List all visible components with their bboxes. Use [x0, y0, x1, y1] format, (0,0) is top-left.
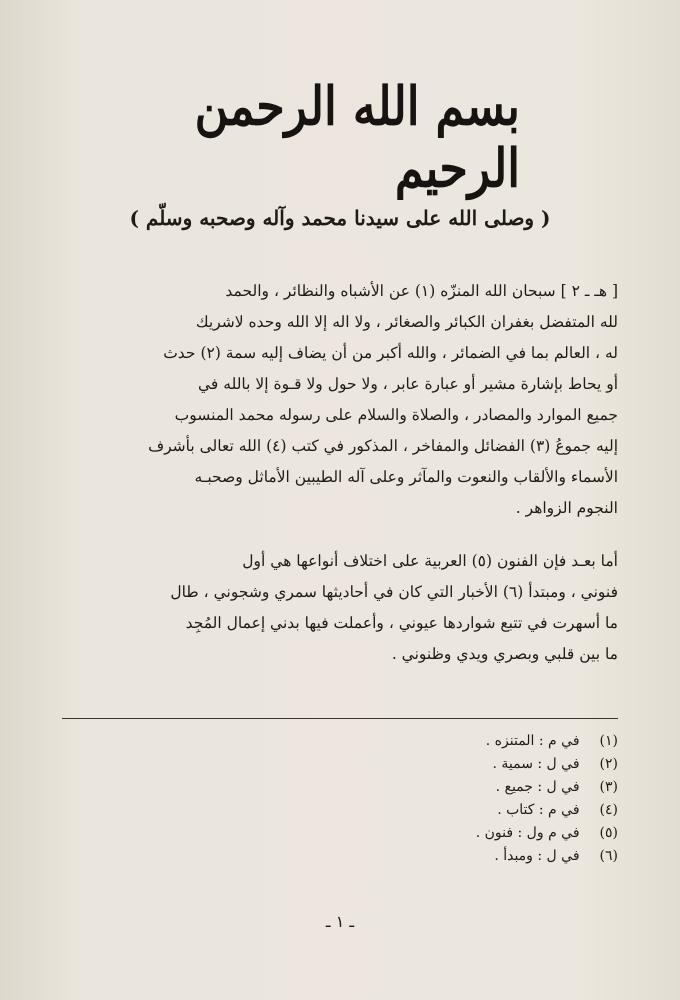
- text-line: فنوني ، ومبتدأ (٦) الأخبار التي كان في أحاديثها سمري وشجوني ، طال: [170, 583, 618, 601]
- footnote-number: (٢): [599, 756, 618, 772]
- footnote: [300, 776, 618, 799]
- footnote-text: في م ول : فنون .: [475, 825, 580, 841]
- footnote: [300, 845, 618, 868]
- footnote: [300, 753, 618, 776]
- paragraph-1: [62, 276, 618, 524]
- text-line: أما بعـد فإن الفنون (٥) العربية على اختلاف أنواعها هي أول: [242, 552, 618, 570]
- footnote-text: في ل : ومبدأ .: [494, 848, 580, 864]
- paragraph-2: [62, 546, 618, 670]
- footnote-text: في ل : جميع .: [495, 779, 580, 795]
- footnote: [300, 799, 618, 822]
- basmala-calligraphy: بسم الله الرحمن الرحيم: [194, 74, 520, 200]
- text-line: الأسماء والألقاب والنعوت والمآثر وعلى آله الطيبين الأماثل وصحبـه: [194, 468, 618, 486]
- footnote-text: في ل : سمية .: [492, 756, 580, 772]
- footnote-number: (٣): [599, 779, 618, 795]
- text-line: جميع الموارد والمصادر ، والصلاة والسلام على رسوله محمد المنسوب: [174, 406, 618, 424]
- footnote: [300, 822, 618, 845]
- text-line: ما بين قلبي وبصري ويدي وظنوني .: [391, 645, 618, 663]
- footnote-text: في م : المتنزه .: [485, 733, 580, 749]
- footnote-number: (٦): [599, 848, 618, 864]
- body-text: [62, 276, 618, 670]
- text-line: لله المتفضل بغفران الكبائر والصغائر ، ولا اله إلا الله وحده لاشريك: [195, 313, 618, 331]
- text-line: له ، العالم بما في الضمائر ، والله أكبر من أن يضاف إليه سمة (٢) حدث: [163, 344, 618, 362]
- footnote-divider: [62, 718, 618, 719]
- page-number: ـ ١ ـ: [325, 912, 355, 931]
- text-line: [ هـ ـ ٢ ] سبحان الله المنزّه (١) عن الأشباه والنظائر ، والحمد: [225, 282, 618, 300]
- footnote-text: في م : كتاب .: [497, 802, 580, 818]
- footnote-number: (٥): [599, 825, 618, 841]
- subtitle: ( وصلى الله على سيدنا محمد وآله وصحبه وسلّم ): [129, 206, 551, 230]
- footnote: [300, 730, 618, 753]
- footnotes: [300, 730, 618, 868]
- text-line: إليه جموعُ (٣) الفضائل والمفاخر ، المذكور في كتب (٤) الله تعالى بأشرف: [148, 437, 618, 455]
- text-line: النجوم الزواهر .: [515, 499, 618, 517]
- text-line: أو يحاط بإشارة مشير أو عبارة عابر ، ولا حول ولا قـوة إلا بالله في: [198, 375, 618, 393]
- footnote-number: (١): [599, 733, 618, 749]
- text-line: ما أسهرت في تتبع شواردها عيوني ، وأعملت فيها بدني إعمال المُجِد: [185, 614, 618, 632]
- footnote-number: (٤): [599, 802, 618, 818]
